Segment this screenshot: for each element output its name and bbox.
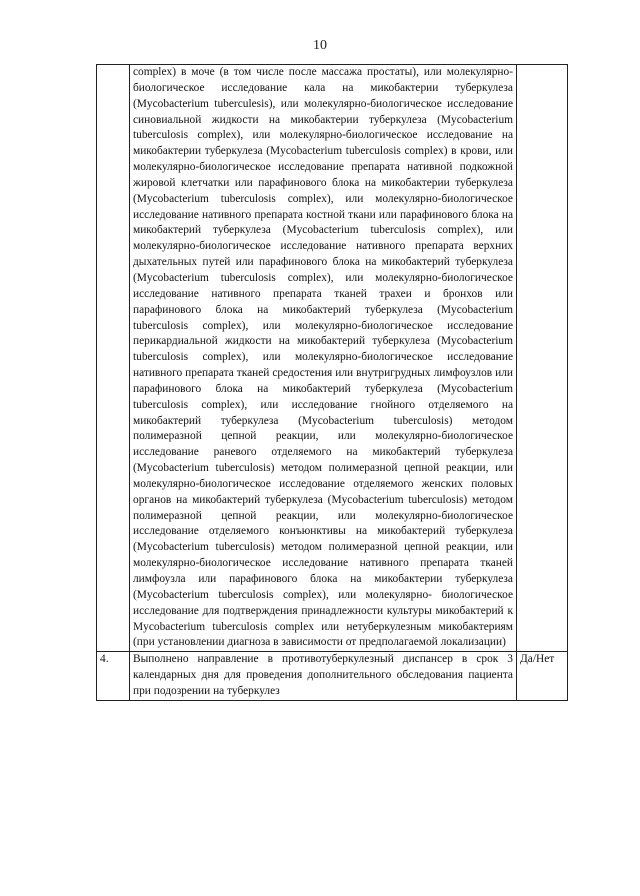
table-row [97, 65, 568, 652]
page-number: 10 [313, 38, 327, 53]
criterion-text [130, 65, 517, 652]
answer-cell [517, 65, 568, 652]
answer-cell: Да/Нет [517, 652, 568, 701]
criterion-text-content: Выполнено направление в противотуберкулезный диспансер в срок 3 календарных дня для проведения дополнительного обследования пациента при подозрении на туберкулез [133, 653, 513, 697]
row-number: 4. [97, 652, 130, 701]
criterion-text [130, 652, 517, 701]
row-number [97, 65, 130, 652]
criteria-table [96, 64, 568, 701]
criterion-text-content: complex) в моче (в том числе после массажа простаты), или молекулярно-биологическое исследование кала на микобактерии туберкулеза (Mycobacterium tuberculesis), или молекулярно-биологическое исследование синовиальной жидкости на микобактерии туберкулеза (Mycobacterium tuberculosis complex), или молекулярно-биологическое исследование на микобактерии туберкулеза (Mycobacterium tuberculosis complex) в крови, или молекулярно-биологическое исследование препарата нативной подкожной жировой клетчатки или парафинового блока на микобактерии туберкулеза (Mycobacterium tuberculosis complex), или молекулярно-биологическое исследование нативного препарата костной ткани или парафинового блока на микобактерий туберкулеза (Mycobacterium tuberculosis complex), или молекулярно-биологическое исследование нативного препарата верхних дыхательных путей или парафинового блока на микобактерий туберкулеза (Mycobacterium tuberculosis complex), или молекулярно-биологическое исследование нативного препарата тканей трахеи и бронхов или парафинового блока на микобактерий туберкулеза (Mycobacterium tuberculosis complex), или молекулярно-биологическое исследование перикардиальной жидкости на микобактерий туберкулеза (Mycobacterium tuberculosis complex), или молекулярно-биологическое исследование нативного препарата тканей средостения или внутригрудных лимфоузлов или парафинового блока на микобактерий туберкулеза (Mycobacterium tuberculosis complex), или исследование гнойного отделяемого на микобактерий туберкулеза (Mycobacterium tuberculosis) методом полимеразной цепной реакции, или молекулярно-биологическое исследование раневого отделяемого на микобактерий туберкулеза (Mycobacterium tuberculosis) методом полимеразной цепной реакции, или молекулярно-биологическое исследование отделяемого женских половых органов на микобактерий туберкулеза (Mycobacterium tuberculosis) методом полимеразной цепной реакции, или молекулярно-биологическое исследование отделяемого конъюнктивы на микобактерий туберкулеза (Mycobacterium tuberculosis) методом полимеразной цепной реакции, или молекулярно-биологическое исследование нативного препарата тканей лимфоузла или парафинового блока на микобактерии туберкулеза (Mycobacterium tuberculosis complex), или молекулярно- биологическое исследование для подтверждения принадлежности культуры микобактерий к Mycobacterium tuberculosis complex или нетуберкулезным микобактериям (при установлении диагноза в зависимости от предполагаемой локализации) [133, 66, 513, 649]
table-row [97, 652, 568, 701]
